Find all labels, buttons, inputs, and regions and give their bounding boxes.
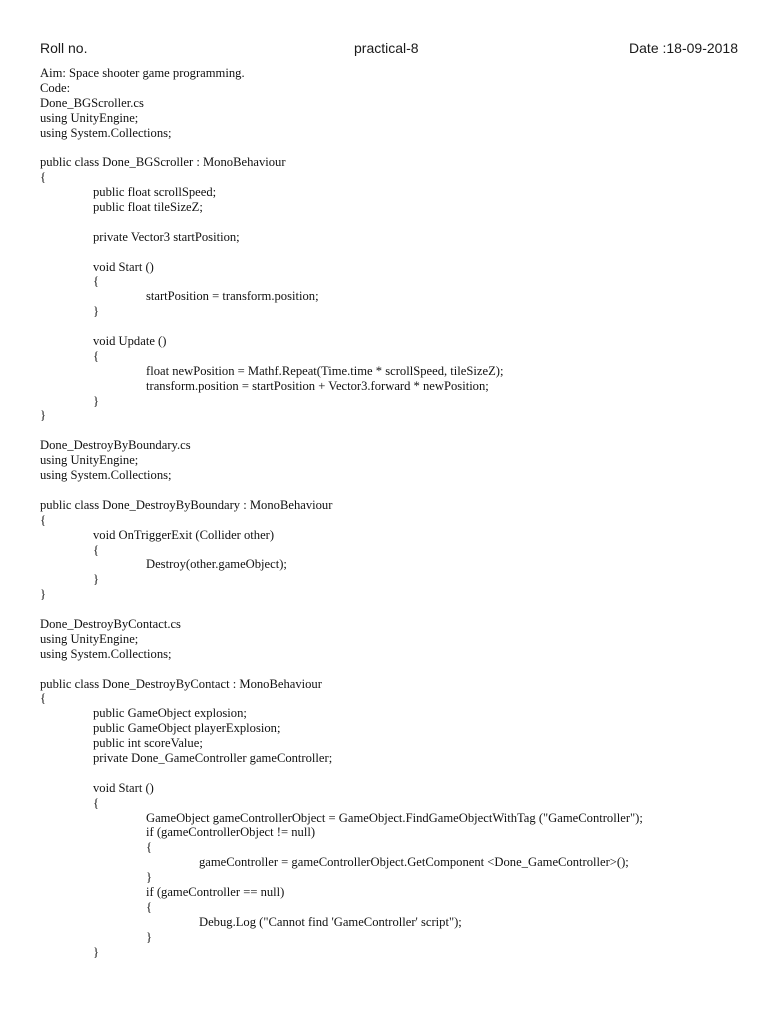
code-line: } [93, 393, 100, 408]
code-line: using UnityEngine; [40, 110, 139, 125]
code-line: Done_DestroyByContact.cs [40, 616, 181, 631]
code-line: using System.Collections; [40, 468, 172, 483]
code-line: public GameObject playerExplosion; [93, 721, 281, 736]
code-line: using System.Collections; [40, 646, 172, 661]
code-line: } [40, 587, 47, 602]
blank-line [40, 319, 750, 334]
code-line: Done_DestroyByBoundary.cs [40, 438, 191, 453]
code-line: { [40, 170, 47, 185]
code-line: { [146, 840, 153, 855]
code-line: public float scrollSpeed; [93, 185, 217, 200]
code-line: if (gameControllerObject != null) [146, 825, 316, 840]
code-line: public class Done_DestroyByBoundary : MonoBehaviour [40, 497, 333, 512]
code-line: } [40, 408, 47, 423]
blank-line [40, 215, 750, 230]
code-line: { [93, 348, 100, 363]
blank-line [40, 662, 750, 677]
code-line: } [146, 929, 153, 944]
code-line: { [93, 795, 100, 810]
blank-line [40, 140, 750, 155]
code-line: void Start () [93, 780, 154, 795]
blank-line [40, 766, 750, 781]
code-line: private Done_GameController gameController; [93, 750, 333, 765]
code-line: public class Done_BGScroller : MonoBehaviour [40, 155, 286, 170]
code-line: startPosition = transform.position; [146, 289, 319, 304]
code-line: Debug.Log ("Cannot find 'GameController' script"); [199, 914, 462, 929]
code-line: using UnityEngine; [40, 453, 139, 468]
practical-title: practical-8 [354, 40, 419, 56]
code-line: } [146, 870, 153, 885]
code-line: gameController = gameControllerObject.GetComponent <Done_GameController>(); [199, 855, 629, 870]
code-line: } [93, 572, 100, 587]
code-line: void Update () [93, 334, 167, 349]
code-line: public int scoreValue; [93, 736, 203, 751]
date-label: Date :18-09-2018 [629, 40, 738, 56]
code-listing [40, 66, 750, 959]
page-header [40, 40, 740, 60]
code-line: private Vector3 startPosition; [93, 229, 240, 244]
code-line: using UnityEngine; [40, 631, 139, 646]
code-line: transform.position = startPosition + Vector3.forward * newPosition; [146, 378, 489, 393]
code-line: float newPosition = Mathf.Repeat(Time.time * scrollSpeed, tileSizeZ); [146, 363, 504, 378]
roll-no-label: Roll no. [40, 40, 88, 56]
code-line: GameObject gameControllerObject = GameObject.FindGameObjectWithTag ("GameController"); [146, 810, 643, 825]
code-line: { [40, 512, 47, 527]
code-line: Done_BGScroller.cs [40, 95, 144, 110]
code-line: Code: [40, 80, 71, 95]
code-line: } [93, 304, 100, 319]
code-line: using System.Collections; [40, 125, 172, 140]
code-line: { [93, 542, 100, 557]
code-line: void Start () [93, 259, 154, 274]
code-line: void OnTriggerExit (Collider other) [93, 527, 275, 542]
code-line: { [40, 691, 47, 706]
code-line: if (gameController == null) [146, 884, 285, 899]
code-line: Destroy(other.gameObject); [146, 557, 287, 572]
code-line: Aim: Space shooter game programming. [40, 66, 245, 80]
blank-line [40, 423, 750, 438]
code-line: { [93, 274, 100, 289]
code-line: { [146, 899, 153, 914]
code-line: public GameObject explosion; [93, 706, 247, 721]
code-line: public class Done_DestroyByContact : MonoBehaviour [40, 676, 322, 691]
blank-line [40, 245, 750, 260]
code-line: public float tileSizeZ; [93, 200, 203, 215]
code-line: } [93, 944, 100, 959]
blank-line [40, 602, 750, 617]
blank-line [40, 483, 750, 498]
